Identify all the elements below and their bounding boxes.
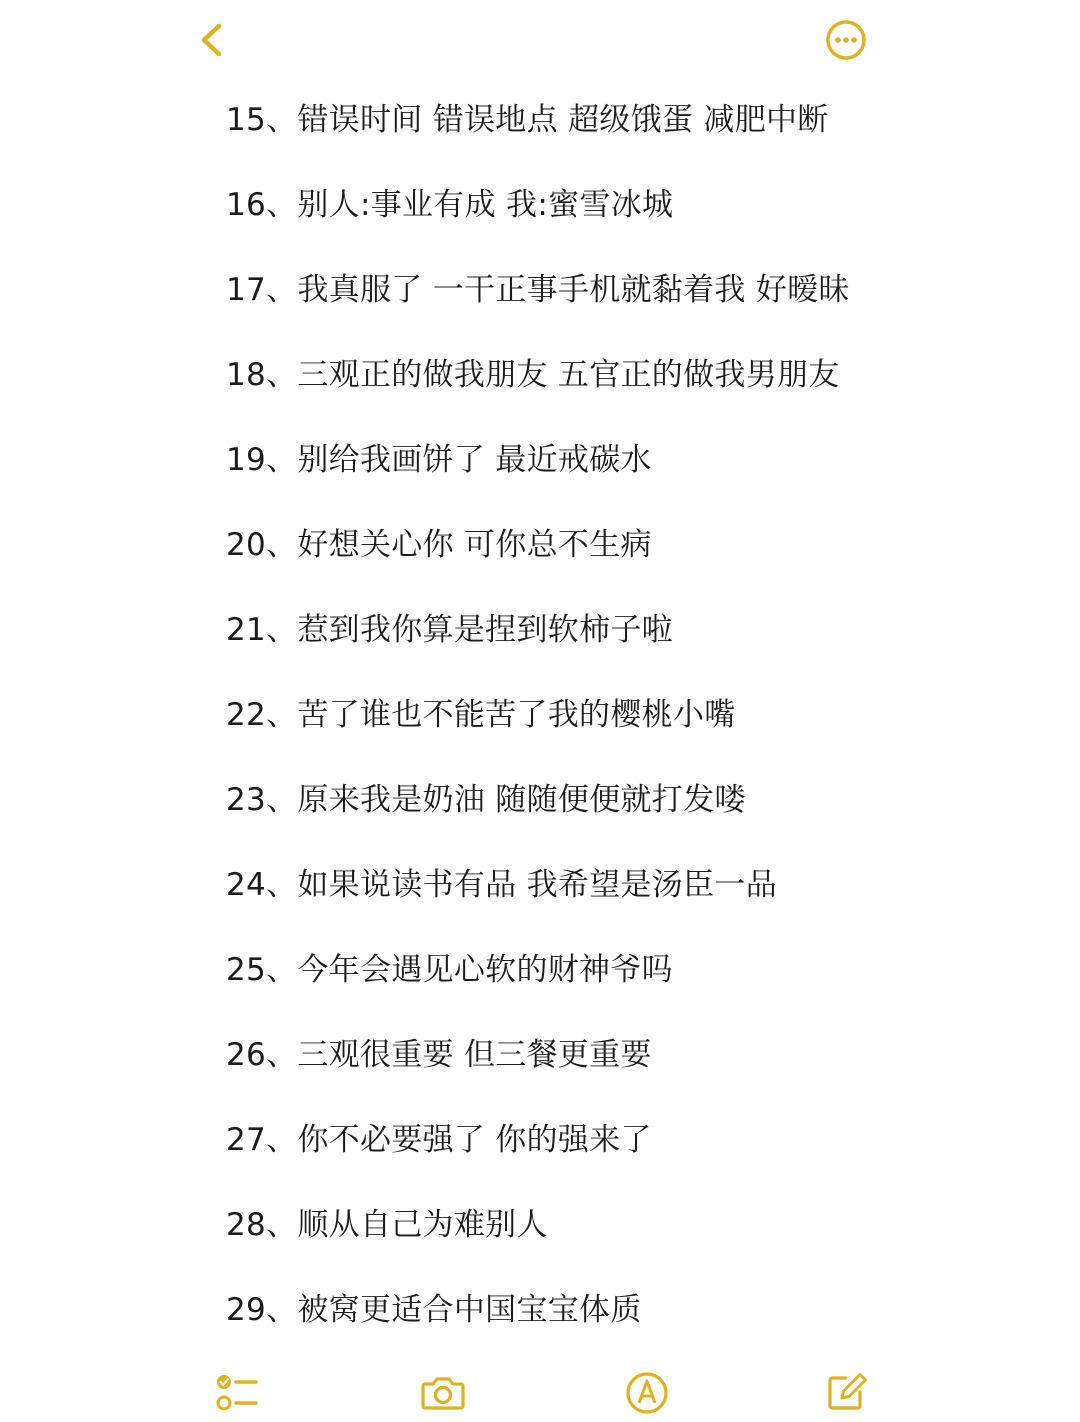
chevron-left-icon [192,18,236,62]
note-line: 21、惹到我你算是捏到软柿子啦 [226,612,673,648]
more-options-button[interactable] [824,18,868,62]
note-line: 26、三观很重要 但三餐更重要 [226,1037,652,1073]
top-navigation-bar [0,0,1080,90]
checklist-button[interactable] [214,1370,260,1416]
note-line: 18、三观正的做我朋友 五官正的做我男朋友 [226,357,840,393]
camera-button[interactable] [420,1370,466,1416]
note-line: 17、我真服了 一干正事手机就黏着我 好暧昧 [226,272,850,308]
note-line: 16、别人:事业有成 我:蜜雪冰城 [226,187,674,223]
note-line: 19、别给我画饼了 最近戒碳水 [226,442,652,478]
note-line: 23、原来我是奶油 随随便便就打发喽 [226,782,746,818]
note-line: 27、你不必要强了 你的强来了 [226,1122,652,1158]
ellipsis-circle-icon [824,18,868,62]
note-text-body[interactable] [226,90,1026,1365]
markup-button[interactable] [624,1370,670,1416]
note-line: 20、好想关心你 可你总不生病 [226,527,652,563]
note-line: 25、今年会遇见心软的财神爷吗 [226,952,673,988]
note-line: 15、错误时间 错误地点 超级饿蛋 减肥中断 [226,102,829,138]
note-line: 22、苦了谁也不能苦了我的樱桃小嘴 [226,697,736,733]
compose-button[interactable] [824,1370,870,1416]
note-line: 29、被窝更适合中国宝宝体质 [226,1292,642,1328]
back-button[interactable] [192,18,236,62]
compose-icon [824,1370,870,1416]
note-line: 28、顺从自己为难别人 [226,1207,548,1243]
bottom-toolbar [0,1362,1080,1422]
checklist-icon [214,1370,260,1416]
note-line: 24、如果说读书有品 我希望是汤臣一品 [226,867,777,903]
camera-icon [420,1370,466,1416]
markup-pen-icon [624,1370,670,1416]
